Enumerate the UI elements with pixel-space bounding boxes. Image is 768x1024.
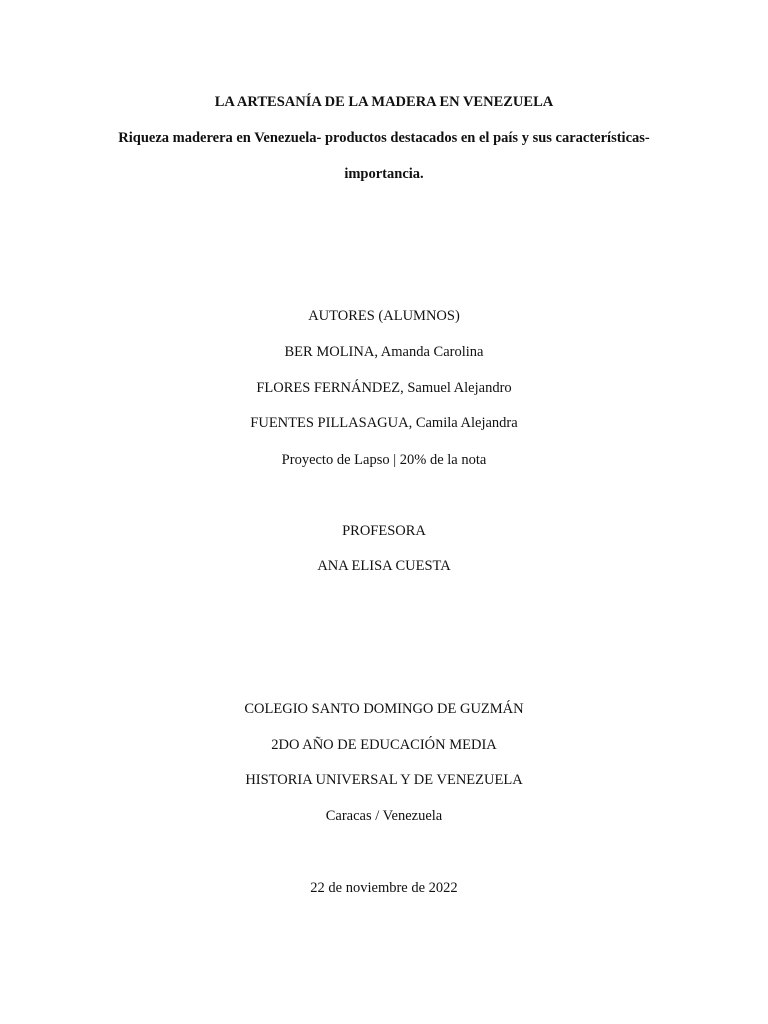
subject-name: HISTORIA UNIVERSAL Y DE VENEZUELA [245,772,523,788]
author-name: FUENTES PILLASAGUA, Camila Alejandra [250,415,518,431]
authors-heading: AUTORES (ALUMNOS) [308,308,460,324]
document-subtitle-line-1: Riqueza maderera en Venezuela- productos destacados en el país y sus características- [118,130,650,146]
document-subtitle-line-2: importancia. [344,166,424,182]
teacher-heading: PROFESORA [342,523,426,539]
author-name: FLORES FERNÁNDEZ, Samuel Alejandro [256,380,512,396]
project-note: Proyecto de Lapso | 20% de la nota [281,452,487,468]
teacher-name: ANA ELISA CUESTA [317,558,451,574]
document-title: LA ARTESANÍA DE LA MADERA EN VENEZUELA [214,94,554,110]
author-name: BER MOLINA, Amanda Carolina [284,344,484,360]
school-name: COLEGIO SANTO DOMINGO DE GUZMÁN [244,701,524,717]
location: Caracas / Venezuela [325,808,443,824]
document-date: 22 de noviembre de 2022 [310,880,458,896]
grade-level: 2DO AÑO DE EDUCACIÓN MEDIA [271,737,497,753]
